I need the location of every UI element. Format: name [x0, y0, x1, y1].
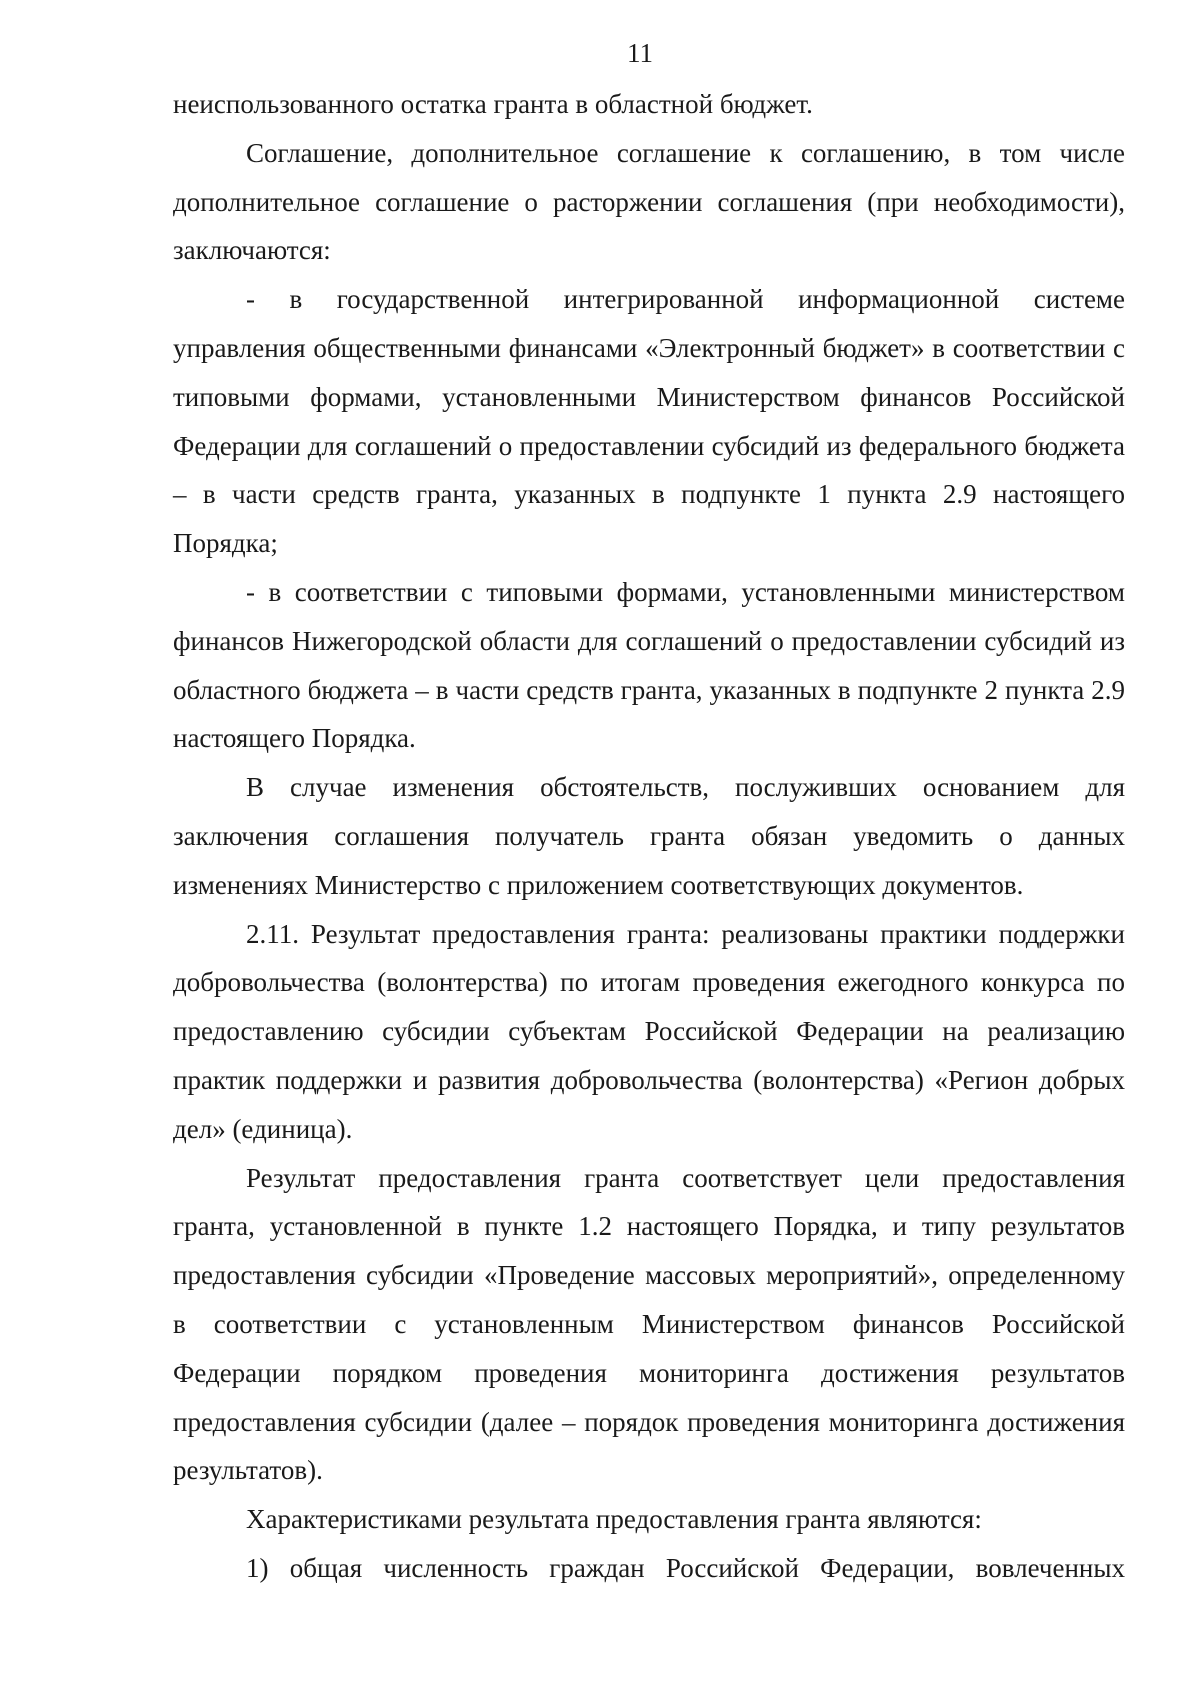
paragraph-characteristics: Характеристиками результата предоставления гранта являются:	[246, 1504, 982, 1535]
paragraph-change-circumstances: В случае изменения обстоятельств, послуживших основанием для заключения соглашения получатель гранта обязан уведомить о данных изменениях Министерство с приложением соответствующих документов.	[173, 772, 1125, 900]
paragraph-section-2-11: 2.11. Результат предоставления гранта: реализованы практики поддержки добровольчества (волонтерства) по итогам проведения ежегодного конкурса по предоставлению субсидии субъектам Российской Федерации на реализацию практик поддержки и развития добровольчества (волонтерства) «Регион добрых дел» (единица).	[173, 918, 1125, 1144]
page-number: 11	[627, 38, 653, 68]
paragraph-continuation: неиспользованного остатка гранта в областной бюджет.	[173, 89, 813, 119]
paragraph-agreement-intro: Соглашение, дополнительное соглашение к соглашению, в том числе дополнительное соглашение о расторжении соглашения (при необходимости), заключаются:	[173, 137, 1125, 266]
paragraph-regional-forms: - в соответствии с типовыми формами, установленными министерством финансов Нижегородской области для соглашений о предоставлении субсидий из областного бюджета – в части средств гранта, указанных в подпункте 2 пункта 2.9 настоящего Порядка.	[173, 576, 1125, 754]
paragraph-electronic-budget: - в государственной интегрированной информационной системе управления общественными финансами «Электронный бюджет» в соответствии с типовыми формами, установленными Министерством финансов Российской Федерации для соглашений о предоставлении субсидий из федерального бюджета – в части средств гранта, указанных в подпункте 1 пункта 2.9 настоящего Порядка;	[173, 284, 1125, 559]
document-body	[173, 80, 1125, 1593]
paragraph-item-1: 1) общая численность граждан Российской Федерации, вовлеченных	[246, 1552, 1125, 1583]
paragraph-result-conformity: Результат предоставления гранта соответствует цели предоставления гранта, установленной в пункте 1.2 настоящего Порядка, и типу результатов предоставления субсидии «Проведение массовых мероприятий», определенному в соответствии с установленным Министерством финансов Российской Федерации порядком проведения мониторинга достижения результатов предоставления субсидии (далее – порядок проведения мониторинга достижения результатов).	[173, 1162, 1125, 1486]
